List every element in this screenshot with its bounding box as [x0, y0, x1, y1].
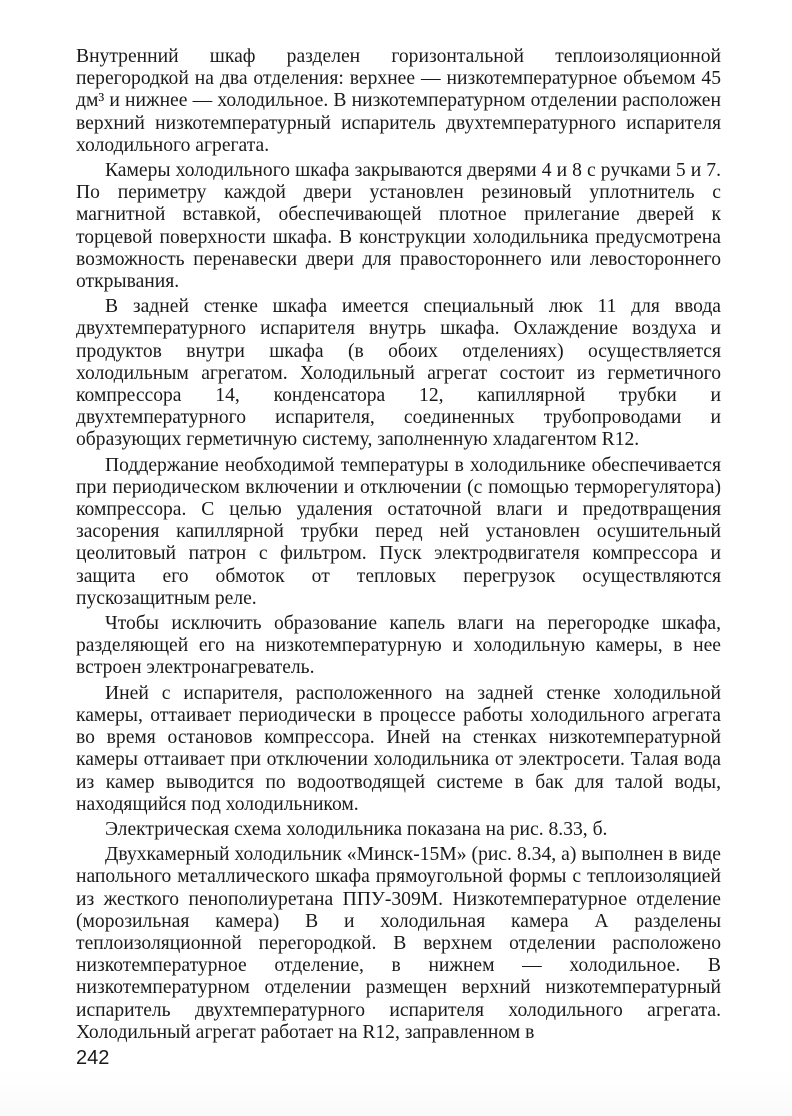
paragraph-3: В задней стенке шкафа имеется специальный люк 11 для ввода двухтемпературного испарителя внутрь шкафа. Охлаждение воздуха и продуктов внутри шкафа (в обоих отделениях) осуществляется холодильным агрегатом. Холодильный агрегат состоит из герметичного компрессора 14, конденсатора 12, капиллярной трубки и двухтемпературного испарителя, соединенных трубопроводами и образующих герметичную систему, заполненную хладагентом R12.	[76, 296, 721, 451]
paragraph-1: Внутренний шкаф разделен горизонтальной теплоизоляционной перегородкой на два отделения: верхнее — низкотемпературное объемом 45 дм³ и нижнее — холодильное. В низкотемпературном отделении расположен верхний низкотемпературный испаритель двухтемпературного испарителя холодильного агрегата.	[76, 46, 721, 156]
scan-margin	[0, 1070, 792, 1116]
paragraph-4: Поддержание необходимой температуры в холодильнике обеспечивается при периодическом включении и отключении (с помощью терморегулятора) компрессора. С целью удаления остаточной влаги и предотвращения засорения капиллярной трубки перед ней установлен осушительный цеолитовый патрон с фильтром. Пуск электродвигателя компрессора и защита его обмоток от тепловых перегрузок осуществляются пускозащитным реле.	[76, 454, 721, 609]
paragraph-7: Электрическая схема холодильника показана на рис. 8.33, б.	[105, 818, 608, 840]
paragraph-5: Чтобы исключить образование капель влаги на перегородке шкафа, разделяющей его на низкотемпературную и холодильную камеры, в нее встроен электронагреватель.	[76, 613, 721, 679]
page-number: 242	[76, 1047, 110, 1069]
paragraph-6: Иней с испарителя, расположенного на задней стенке холодильной камеры, оттаивает периодически в процессе работы холодильного агрегата во время остановов компрессора. Иней на стенках низкотемпературной камеры оттаивает при отключении холодильника от электросети. Талая вода из камер выводится по водоотводящей системе в бак для талой воды, находящийся под холодильником.	[76, 682, 721, 815]
paragraph-8: Двухкамерный холодильник «Минск-15М» (рис. 8.34, а) выполнен в виде напольного металлического шкафа прямоугольной формы с теплоизоляцией из жесткого пенополиуретана ППУ-309М. Низкотемпературное отделение (морозильная камера) В и холодильная камера А разделены теплоизоляционной перегородкой. В верхнем отделении расположено низкотемпературное отделение, в нижнем — холодильное. В низкотемпературном отделении размещен верхний низкотемпературный испаритель двухтемпературного испарителя холодильного агрегата. Холодильный агрегат работает на R12, заправленном в	[76, 844, 721, 1043]
page-body	[76, 46, 721, 1044]
paragraph-2: Камеры холодильного шкафа закрываются дверями 4 и 8 с ручками 5 и 7. По периметру каждой двери установлен резиновый уплотнитель с магнитной вставкой, обеспечивающей плотное прилегание дверей к торцевой поверхности шкафа. В конструкции холодильника предусмотрена возможность перенавески двери для правостороннего или левостороннего открывания.	[76, 160, 721, 293]
